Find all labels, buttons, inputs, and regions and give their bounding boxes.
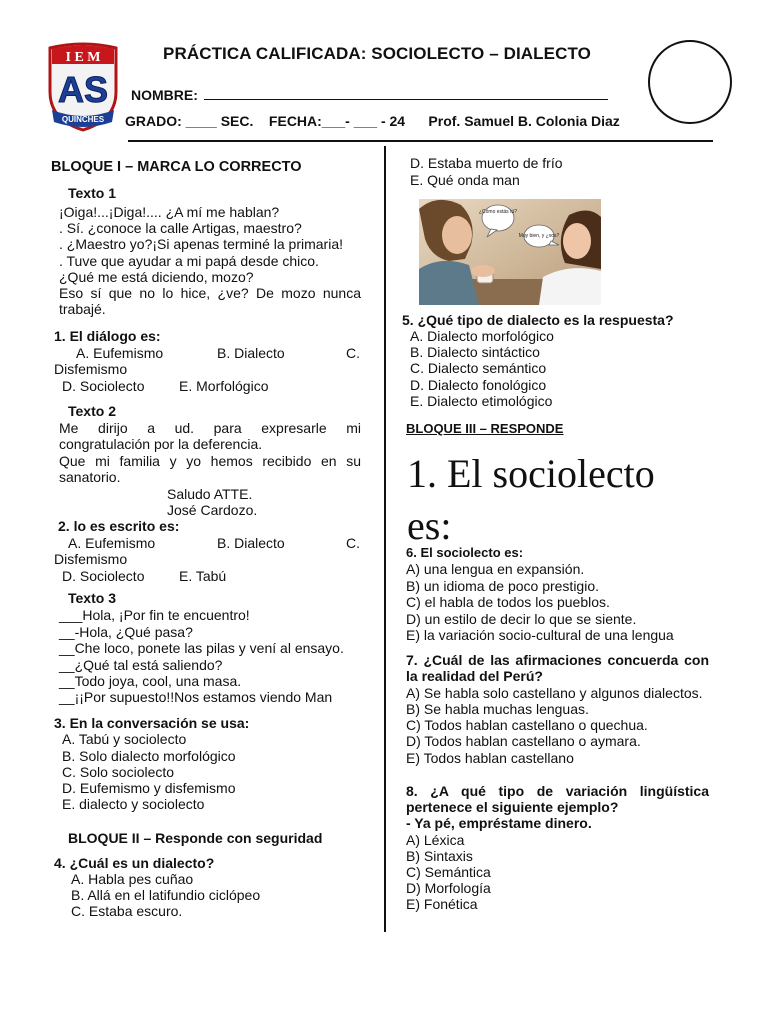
q7-option-e[interactable]: E) Todos hablan castellano <box>406 750 574 766</box>
q4-option-b[interactable]: B. Allá en el latifundio ciclópeo <box>71 887 261 903</box>
score-circle <box>648 40 732 124</box>
texto1-line: . ¿Maestro yo?¡Si apenas terminé la primaria! <box>59 236 343 252</box>
q8-option-d[interactable]: D) Morfología <box>406 880 491 896</box>
q6-option-b[interactable]: B) un idioma de poco prestigio. <box>406 578 599 594</box>
q1-option-d[interactable]: D. Sociolecto <box>62 378 145 394</box>
svg-text:I E M: I E M <box>65 50 101 65</box>
q5-option-c[interactable]: C. Dialecto semántico <box>410 360 547 376</box>
q8-example: - Ya pé, empréstame dinero. <box>406 815 592 831</box>
q7-option-a[interactable]: A) Se habla solo castellano y algunos dialectos. <box>406 685 703 701</box>
q3-option-b[interactable]: B. Solo dialecto morfológico <box>62 748 236 764</box>
q2-option-b[interactable]: B. Dialecto <box>217 535 285 551</box>
q3-option-c[interactable]: C. Solo sociolecto <box>62 764 175 780</box>
name-label: NOMBRE: <box>131 87 198 103</box>
bloque3-title: BLOQUE III – RESPONDE <box>406 421 564 436</box>
q6-title: 6. El sociolecto es: <box>406 545 524 560</box>
svg-text:AS: AS <box>57 69 109 110</box>
bloque2-title: BLOQUE II – Responde con seguridad <box>68 830 323 846</box>
q1-option-a[interactable]: A. Eufemismo <box>76 345 164 361</box>
svg-text:¿Cómo estás tú?: ¿Cómo estás tú? <box>478 209 518 215</box>
big-heading: 1. El sociolecto es: <box>407 451 655 548</box>
q7-option-b[interactable]: B) Se habla muchas lenguas. <box>406 701 589 717</box>
texto1-line: . Sí. ¿conoce la calle Artigas, maestro? <box>59 220 302 236</box>
q8-option-e[interactable]: E) Fonética <box>406 896 478 912</box>
header-divider <box>128 140 713 142</box>
q4-title: 4. ¿Cuál es un dialecto? <box>54 855 215 871</box>
q3-option-a[interactable]: A. Tabú y sociolecto <box>62 731 187 747</box>
texto3-line: __¿Qué tal está saliendo? <box>59 657 223 673</box>
q8-title: 8. ¿A qué tipo de variación lingüística pertenece el siguiente ejemplo? <box>406 783 709 816</box>
q5-option-e[interactable]: E. Dialecto etimológico <box>410 393 553 409</box>
q4-option-a[interactable]: A. Habla pes cuñao <box>71 871 194 887</box>
texto2-signature: José Cardozo. <box>167 502 258 518</box>
svg-text:QUINCHES: QUINCHES <box>61 115 105 124</box>
q2-option-e[interactable]: E. Tabú <box>179 568 227 584</box>
svg-text:Muy bien, y ¿vos?: Muy bien, y ¿vos? <box>518 233 560 239</box>
q4-option-e[interactable]: E. Qué onda man <box>410 172 520 188</box>
bloque1-title: BLOQUE I – MARCA LO CORRECTO <box>51 159 302 175</box>
texto1-line: . Tuve que ayudar a mi papá desde chico. <box>59 253 319 269</box>
q2-option-c[interactable]: C. <box>346 535 360 551</box>
q2-option-d[interactable]: D. Sociolecto <box>62 568 145 584</box>
page-title: PRÁCTICA CALIFICADA: SOCIOLECTO – DIALECTO <box>163 44 591 63</box>
texto1-line: ¿Qué me está diciendo, mozo? <box>59 269 254 285</box>
texto2-signature: Saludo ATTE. <box>167 486 253 502</box>
q1-option-c-text: Disfemismo <box>54 361 128 377</box>
texto3-line: __Todo joya, cool, una masa. <box>59 673 242 689</box>
name-blank[interactable] <box>204 87 608 100</box>
q8-option-a[interactable]: A) Léxica <box>406 832 465 848</box>
texto3-line: __¡¡Por supuesto!!Nos estamos viendo Man <box>59 689 333 705</box>
texto2-paragraph: Que mi familia y yo hemos recibido en su sanatorio. <box>59 453 361 486</box>
q6-option-a[interactable]: A) una lengua en expansión. <box>406 561 585 577</box>
school-logo <box>46 40 120 132</box>
q5-option-b[interactable]: B. Dialecto sintáctico <box>410 344 540 360</box>
q1-option-b[interactable]: B. Dialecto <box>217 345 285 361</box>
texto3-line: ___Hola, ¡Por fin te encuentro! <box>59 607 250 623</box>
grade-date-line: GRADO: ____ SEC. FECHA:___- ___ - 24 Prof. Samuel B. Colonia Diaz <box>125 113 620 129</box>
q5-option-a[interactable]: A. Dialecto morfológico <box>410 328 554 344</box>
q2-option-a[interactable]: A. Eufemismo <box>68 535 156 551</box>
q2-title: 2. lo es escrito es: <box>58 518 180 534</box>
q3-option-d[interactable]: D. Eufemismo y disfemismo <box>62 780 236 796</box>
q6-option-c[interactable]: C) el habla de todos los pueblos. <box>406 594 610 610</box>
q6-option-d[interactable]: D) un estilo de decir lo que se siente. <box>406 611 637 627</box>
q3-title: 3. En la conversación se usa: <box>54 715 250 731</box>
texto2-title: Texto 2 <box>68 403 116 419</box>
q4-option-d[interactable]: D. Estaba muerto de frío <box>410 155 563 171</box>
q1-option-c[interactable]: C. <box>346 345 360 361</box>
conversation-photo <box>419 199 601 305</box>
q5-title: 5. ¿Qué tipo de dialecto es la respuesta? <box>402 312 674 328</box>
column-divider <box>384 146 386 932</box>
texto3-title: Texto 3 <box>68 590 116 606</box>
q4-option-c[interactable]: C. Estaba escuro. <box>71 903 183 919</box>
q5-option-d[interactable]: D. Dialecto fonológico <box>410 377 547 393</box>
q8-option-b[interactable]: B) Sintaxis <box>406 848 473 864</box>
q2-option-c-text: Disfemismo <box>54 551 128 567</box>
q3-option-e[interactable]: E. dialecto y sociolecto <box>62 796 205 812</box>
texto1-paragraph: Eso sí que no lo hice, ¿ve? De mozo nunca trabajé. <box>59 285 361 318</box>
q7-option-c[interactable]: C) Todos hablan castellano o quechua. <box>406 717 648 733</box>
texto3-line: __Che loco, ponete las pilas y vení al ensayo. <box>59 640 344 656</box>
texto3-line: __-Hola, ¿Qué pasa? <box>59 624 193 640</box>
name-field[interactable] <box>131 87 608 103</box>
q1-title: 1. El diálogo es: <box>54 328 161 344</box>
q7-title: 7. ¿Cuál de las afirmaciones concuerda con la realidad del Perú? <box>406 652 709 685</box>
texto1-line: ¡Oiga!...¡Diga!.... ¿A mí me hablan? <box>59 204 280 220</box>
q7-option-d[interactable]: D) Todos hablan castellano o aymara. <box>406 733 641 749</box>
q1-option-e[interactable]: E. Morfológico <box>179 378 269 394</box>
q8-option-c[interactable]: C) Semántica <box>406 864 491 880</box>
q6-option-e[interactable]: E) la variación socio-cultural de una lengua <box>406 627 674 643</box>
texto2-paragraph: Me dirijo a ud. para expresarle mi congratulación por la deferencia. <box>59 420 361 453</box>
texto1-title: Texto 1 <box>68 185 116 201</box>
